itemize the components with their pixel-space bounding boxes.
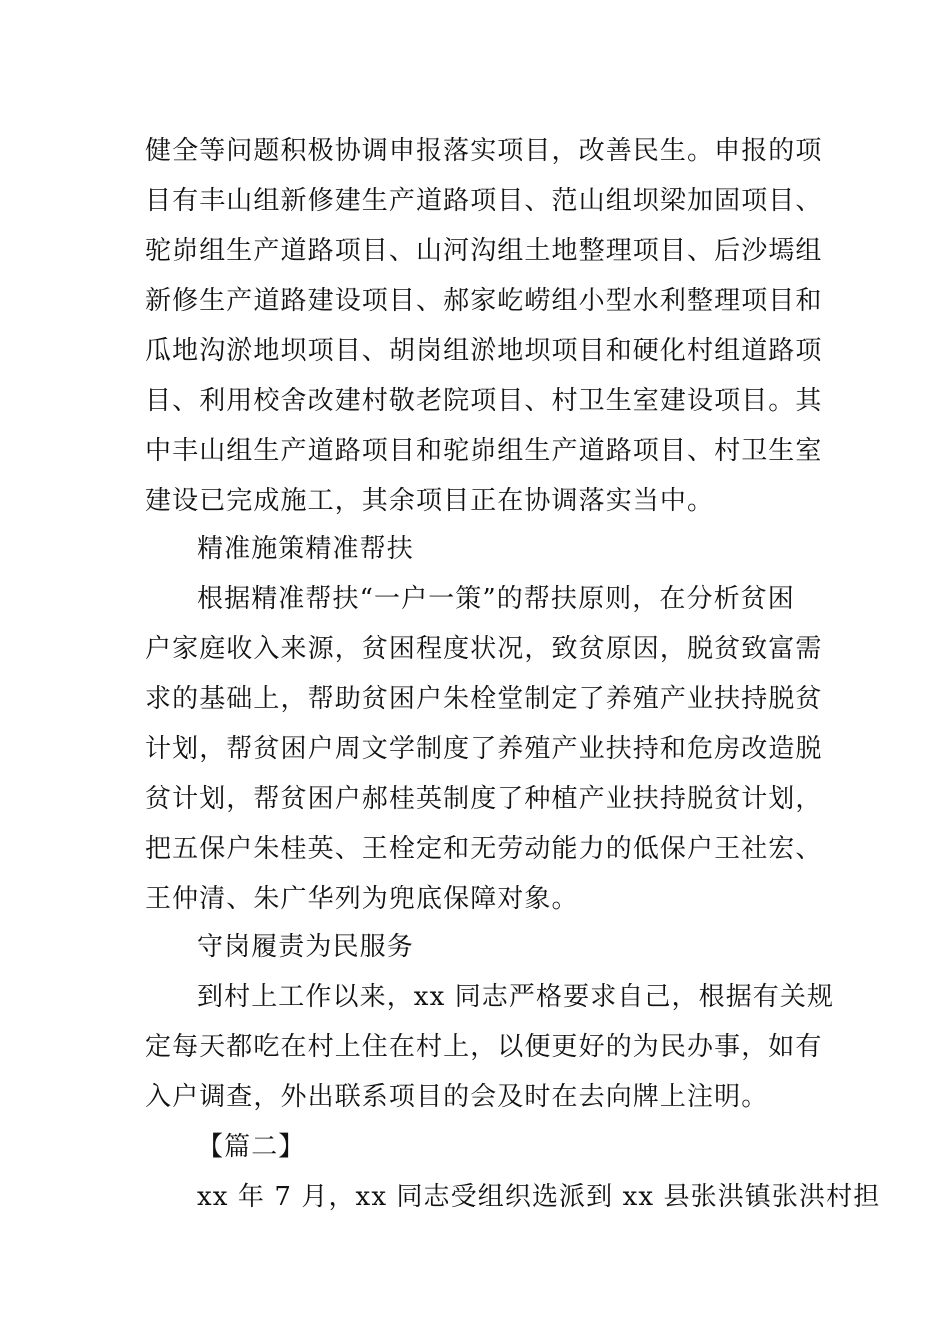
- paragraph-line: 王仲清、朱广华列为兜底保障对象。: [145, 884, 579, 914]
- paragraph-line: 定每天都吃在村上住在村上，以便更好的为民办事，如有: [145, 1032, 823, 1062]
- paragraph-line: 贫计划，帮贫困户郝桂英制度了种植产业扶持脱贫计划，: [145, 784, 823, 814]
- paragraph-line: 户家庭收入来源，贫困程度状况，致贫原因，脱贫致富需: [145, 634, 823, 664]
- paragraph-line: 瓜地沟淤地坝项目、胡岗组淤地坝项目和硬化村组道路项: [145, 336, 823, 366]
- paragraph-line: 建设已完成施工，其余项目正在协调落实当中。: [145, 486, 715, 516]
- paragraph-line: 求的基础上，帮助贫困户朱栓堂制定了养殖产业扶持脱贫: [145, 684, 823, 714]
- section-heading: 守岗履责为民服务: [197, 932, 414, 962]
- paragraph-line: 新修生产道路建设项目、郝家屹崂组小型水利整理项目和: [145, 286, 823, 316]
- paragraph-line: 到村上工作以来，xx 同志严格要求自己，根据有关规: [197, 982, 835, 1012]
- paragraph-line: 目有丰山组新修建生产道路项目、范山组坝梁加固项目、: [145, 186, 823, 216]
- paragraph-line: 把五保户朱桂英、王栓定和无劳动能力的低保户王社宏、: [145, 834, 823, 864]
- paragraph-line: 目、利用校舍改建村敬老院项目、村卫生室建设项目。其: [145, 386, 823, 416]
- paragraph-line: 中丰山组生产道路项目和驼峁组生产道路项目、村卫生室: [145, 436, 823, 466]
- paragraph-line: 健全等问题积极协调申报落实项目，改善民生。申报的项: [145, 136, 823, 166]
- paragraph-line: xx 年 7 月，xx 同志受组织选派到 xx 县张洪镇张洪村担: [197, 1182, 881, 1212]
- section-tag: 【篇二】: [197, 1132, 306, 1162]
- paragraph-line: 根据精准帮扶“一户一策”的帮扶原则，在分析贫困: [197, 584, 795, 614]
- paragraph-line: 驼峁组生产道路项目、山河沟组土地整理项目、后沙墕组: [145, 236, 823, 266]
- paragraph-line: 计划，帮贫困户周文学制度了养殖产业扶持和危房改造脱: [145, 734, 823, 764]
- section-heading: 精准施策精准帮扶: [197, 534, 414, 564]
- paragraph-line: 入户调查，外出联系项目的会及时在去向牌上注明。: [145, 1082, 769, 1112]
